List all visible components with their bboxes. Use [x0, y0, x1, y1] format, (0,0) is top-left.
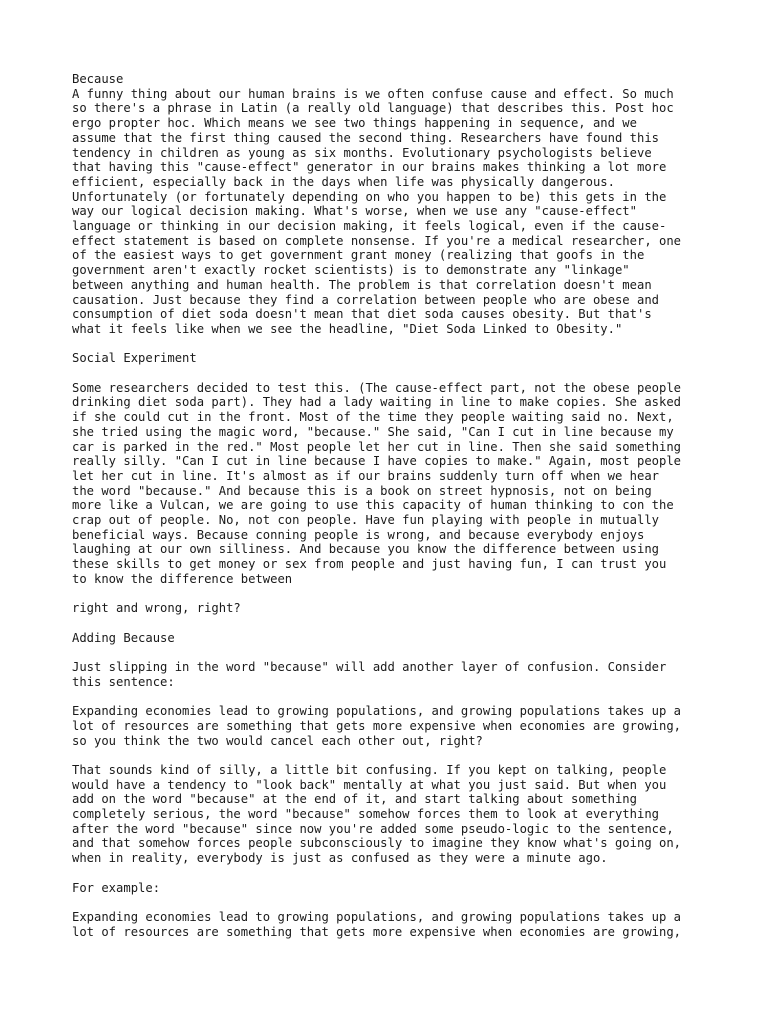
paragraph-example-sentence: Expanding economies lead to growing populations, and growing populations takes up a lot of resources are something that gets more expensive when economies are growing, so you think the two would cancel each other out, right?	[72, 704, 682, 748]
document-page	[72, 72, 712, 939]
heading-adding-because: Adding Because	[72, 630, 175, 645]
heading-for-example: For example:	[72, 880, 161, 895]
heading-social-experiment: Social Experiment	[72, 351, 197, 366]
paragraph-social-experiment: Some researchers decided to test this. (The cause-effect part, not the obese people drinking diet soda part). They had a lady waiting in line to make copies. She asked if she could cut in the front. Most of the time they people waiting said no. Next, she tried using the magic word, "because." She said, "Can I cut in line because my car is parked in the red." Most people let her cut in line. Then she said something really silly. "Can I cut in line because I have copies to make." Again, most people let her cut in line. It's almost as if our brains suddenly turn off when we hear the word "because." And because this is a book on street hypnosis, not on being more like a Vulcan, we are going to use this capacity of human thinking to con the crap out of people. No, not con people. Have fun playing with people in mutually beneficial ways. Because conning people is wrong, and because everybody enjoys laughing at our own silliness. And because you know the difference between using these skills to get money or sex from people and just having fun, I can trust you to know the difference between	[72, 380, 682, 586]
paragraph-right-and-wrong: right and wrong, right?	[72, 601, 241, 616]
paragraph-because-intro: Because A funny thing about our human brains is we often confuse cause and effect. So much so there's a phrase in Latin (a really old language) that describes this. Post hoc ergo propter hoc. Which means we see two things happening in sequence, and we assume that the first thing caused the second thing. Researchers have found this tendency in children as young as six months. Evolutionary psychologists believe that having this "cause-effect" generator in our brains makes thinking a lot more efficient, especially back in the days when life was physically dangerous. Unfortunately (or fortunately depending on who you happen to be) this gets in the way our logical decision making. What's worse, when we use any "cause-effect" language or thinking in our decision making, it feels logical, even if the cause- effect statement is based on complete nonsense. If you're a medical researcher, one of the easiest ways to get government grant money (realizing that goofs in the government aren't exactly rocket scientists) is to demonstrate any "linkage" between anything and human health. The problem is that correlation doesn't mean causation. Just because they find a correlation between people who are obese and consumption of diet soda doesn't mean that diet soda causes obesity. But that's what it feels like when we see the headline, "Diet Soda Linked to Obesity."	[72, 72, 682, 336]
paragraph-example-repeat: Expanding economies lead to growing populations, and growing populations takes up a lot of resources are something that gets more expensive when economies are growing,	[72, 909, 682, 939]
paragraph-adding-because: Just slipping in the word "because" will add another layer of confusion. Consider this sentence:	[72, 660, 667, 689]
paragraph-explanation: That sounds kind of silly, a little bit confusing. If you kept on talking, people would have a tendency to "look back" mentally at what you just said. But when you add on the word "because" at the end of it, and start talking about something completely serious, the word "because" somehow forces them to look at everything after the word "because" since now you're added some pseudo-logic to the sentence, and that somehow forces people subconsciously to imagine they know what's going on, when in reality, everybody is just as confused as they were a minute ago.	[72, 762, 682, 866]
